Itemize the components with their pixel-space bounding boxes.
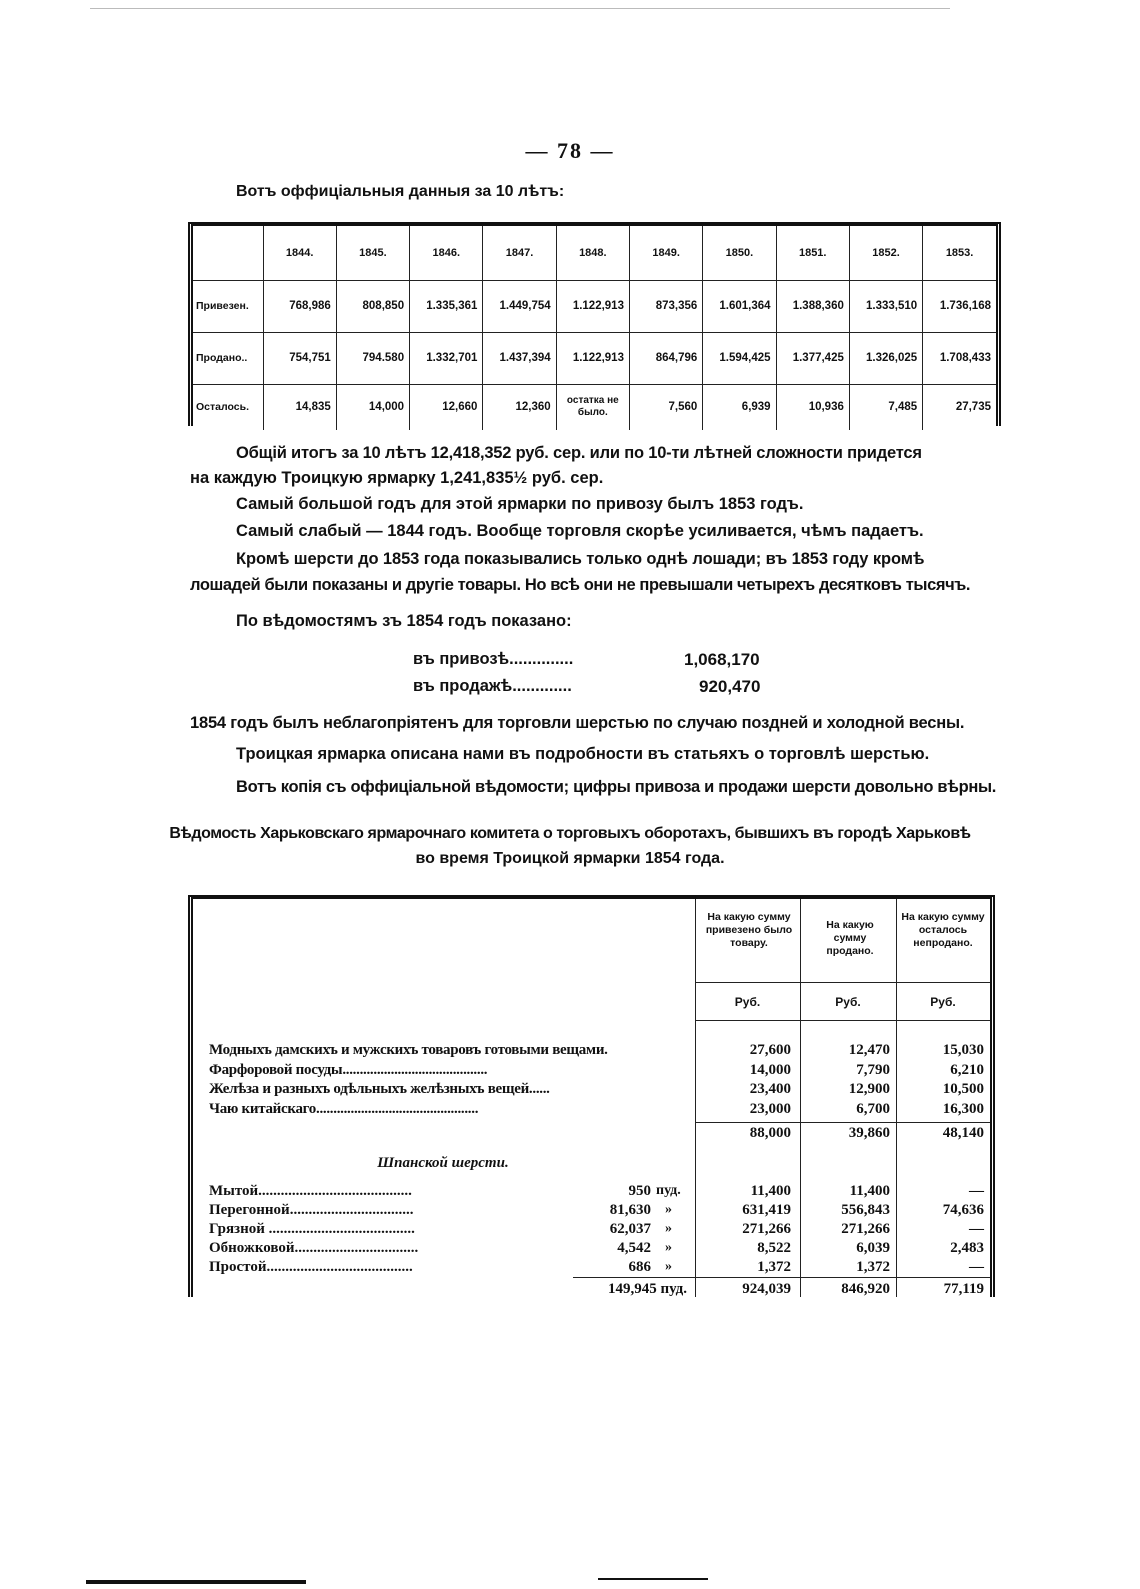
wool-unit: » (665, 1221, 672, 1236)
cell: 1.708,433 (923, 332, 996, 384)
wool-sold: 11,400 (849, 1183, 890, 1199)
cell: 6,939 (703, 384, 776, 430)
intro-text: Вотъ оффиціальныя данныя за 10 лѣтъ: (236, 183, 565, 200)
paragraph-official-copy: Вотъ копія съ оффиціальной вѣдомости; цифры привоза и продажи шерсти довольно вѣрны. (236, 778, 997, 796)
wool-total-brought: 924,039 (742, 1281, 791, 1297)
goods-left: 6,210 (950, 1062, 984, 1078)
goods-label: Модныхъ дамскихъ и мужскихъ товаровъ готовыми вещами. (209, 1042, 608, 1058)
paragraph-trinity-fair: Троицкая ярмарка описана нами въ подробности въ статьяхъ о торговлѣ шерстью. (236, 745, 930, 763)
sale-value: 920,470 (699, 677, 761, 696)
goods-label: Желѣза и разныхъ одѣльныхъ желѣзныхъ вещей...... (209, 1081, 550, 1097)
cell: 1.601,364 (703, 280, 776, 332)
goods-label: Фарфоровой посуды.......................................... (209, 1062, 488, 1078)
year-header: 1852. (849, 226, 922, 280)
cell: 768,986 (263, 280, 336, 332)
paragraph-biggest-year: Самый большой годъ для этой ярмарки по привозу былъ 1853 годъ. (236, 495, 804, 513)
cell: 864,796 (629, 332, 702, 384)
wool-total-sold: 846,920 (841, 1281, 890, 1297)
sale-label: въ продажѣ............. (413, 677, 572, 695)
wool-left: — (969, 1183, 984, 1199)
wool-total-qty: 149,945 пуд. (607, 1281, 687, 1297)
table2-title-line2: во время Троицкой ярмарки 1854 года. (415, 850, 725, 867)
scan-artifact-bottom-left (86, 1580, 306, 1584)
wool-total-left: 77,119 (943, 1281, 984, 1297)
scan-artifact-top-line (90, 8, 950, 9)
cell: 873,356 (629, 280, 702, 332)
paragraph-wool-line1: Кромѣ шерсти до 1853 года показывались только однѣ лошади; въ 1853 году кромѣ (236, 550, 925, 568)
wool-label: Мытой......................................... (209, 1183, 412, 1199)
paragraph-1854-unfavorable: 1854 годъ былъ неблагопріятенъ для торговли шерстью по случаю поздней и холодной весны. (190, 714, 965, 732)
cell: 1.736,168 (923, 280, 996, 332)
goods-brought: 23,000 (749, 1101, 791, 1117)
wool-unit: » (665, 1240, 672, 1255)
wool-label: Простой....................................... (209, 1259, 413, 1275)
wool-qty: 950 (628, 1183, 651, 1199)
year-header: 1844. (263, 226, 336, 280)
wool-label: Грязной ....................................... (209, 1221, 415, 1237)
goods-left: 15,030 (942, 1042, 984, 1058)
wool-label: Перегонной................................. (209, 1202, 414, 1218)
unit-rub: Руб. (734, 995, 761, 1009)
paragraph-wool-line2: лошадей были показаны и другіе товары. Но всѣ они не превышали четырехъ десятковъ тысячъ. (190, 576, 971, 594)
goods-sold: 6,700 (856, 1101, 890, 1117)
wool-unit: пуд. (656, 1183, 681, 1198)
unit-rub: Руб. (930, 995, 956, 1009)
goods-left: 10,500 (942, 1081, 984, 1097)
cell: 1.335,361 (410, 280, 483, 332)
paragraph-total-line1: Общій итогъ за 10 лѣтъ 12,418,352 руб. сер. или по 10-ти лѣтней сложности придется (236, 444, 922, 462)
wool-brought: 1,372 (757, 1259, 791, 1275)
paragraph-weakest-year: Самый слабый — 1844 годъ. Вообще торговля скорѣе усиливается, чѣмъ падаетъ. (236, 522, 924, 540)
wool-section-heading: Шпанской шерсти. (377, 1155, 509, 1171)
import-label: въ привозѣ.............. (413, 650, 574, 668)
wool-brought: 11,400 (750, 1183, 791, 1199)
cell: 1.388,360 (776, 280, 849, 332)
cell: 1.122,913 (556, 280, 629, 332)
goods-brought: 27,600 (749, 1042, 791, 1058)
unit-divider (695, 1020, 990, 1021)
goods-sold: 12,470 (848, 1042, 890, 1058)
cell: 12,660 (410, 384, 483, 430)
goods-sold: 12,900 (848, 1081, 890, 1097)
corner-cell (193, 226, 263, 280)
goods-left: 16,300 (942, 1101, 984, 1117)
cell: 1.449,754 (483, 280, 556, 332)
paragraph-1854-reports: По вѣдомостямъ зъ 1854 годъ показано: (236, 612, 572, 630)
cell: 1.594,425 (703, 332, 776, 384)
table2-title-line1: Вѣдомость Харьковскаго ярмарочнаго комитета о торговыхъ оборотахъ, бывшихъ въ городѣ Харьковѣ (169, 825, 971, 842)
wool-qty: 4,542 (617, 1240, 651, 1256)
goods-brought: 23,400 (749, 1081, 791, 1097)
goods-total-sold: 39,860 (848, 1125, 890, 1141)
kharkov-fair-table (188, 895, 995, 1297)
wool-sold: 6,039 (856, 1240, 890, 1256)
goods-total-left: 48,140 (942, 1125, 984, 1141)
wool-brought: 8,522 (757, 1240, 791, 1256)
year-header: 1848. (556, 226, 629, 280)
wool-left: 74,636 (942, 1202, 984, 1218)
wool-brought: 271,266 (742, 1221, 791, 1237)
cell: 754,751 (263, 332, 336, 384)
cell: 7,485 (849, 384, 922, 430)
wool-qty: 62,037 (609, 1221, 651, 1237)
wool-label: Обножковой................................. (209, 1240, 419, 1256)
unit-rub: Руб. (835, 995, 861, 1009)
wool-total-line (573, 1277, 990, 1278)
cell: 27,735 (923, 384, 996, 430)
ten-year-table (188, 222, 1001, 426)
paragraph-total-line2: на каждую Троицкую ярмарку 1,241,835½ руб. сер. (190, 469, 604, 487)
row-label: Продано.. (193, 332, 263, 384)
cell-no-remainder: остатка не было. (556, 384, 629, 430)
col-header-left: На какую сумму осталось непродано. (901, 911, 985, 949)
wool-sold: 556,843 (841, 1202, 890, 1218)
year-header: 1851. (776, 226, 849, 280)
cell: 1.377,425 (776, 332, 849, 384)
cell: 794.580 (336, 332, 409, 384)
scan-artifact-bottom-right (598, 1578, 708, 1580)
year-header: 1846. (410, 226, 483, 280)
row-label: Осталось. (193, 384, 263, 430)
cell: 808,850 (336, 280, 409, 332)
cell: 1.332,701 (410, 332, 483, 384)
col-header-sold: На какую сумму продано. (826, 919, 874, 957)
cell: 14,835 (263, 384, 336, 430)
wool-left: — (969, 1259, 984, 1275)
table-row-remaining (193, 384, 996, 430)
cell: 10,936 (776, 384, 849, 430)
wool-qty: 81,630 (609, 1202, 651, 1218)
cell: 1.333,510 (849, 280, 922, 332)
wool-sold: 271,266 (841, 1221, 890, 1237)
goods-brought: 14,000 (749, 1062, 791, 1078)
wool-unit: » (665, 1202, 672, 1217)
goods-label: Чаю китайскаго............................................... (209, 1101, 479, 1117)
cell: 14,000 (336, 384, 409, 430)
col-header-brought: На какую сумму привезено было товару. (705, 911, 793, 949)
year-header: 1850. (703, 226, 776, 280)
cell: 1.122,913 (556, 332, 629, 384)
wool-qty: 686 (628, 1259, 651, 1275)
wool-brought: 631,419 (742, 1202, 791, 1218)
year-header: 1853. (923, 226, 996, 280)
year-header-row (193, 226, 996, 280)
goods-total-brought: 88,000 (749, 1125, 791, 1141)
wool-sold: 1,372 (856, 1259, 890, 1275)
table-row-brought (193, 280, 996, 332)
wool-left: — (969, 1221, 984, 1237)
goods-sold: 7,790 (856, 1062, 890, 1078)
wool-left: 2,483 (950, 1240, 984, 1256)
cell: 12,360 (483, 384, 556, 430)
wool-unit: » (665, 1259, 672, 1274)
cell: 1.326,025 (849, 332, 922, 384)
page-number: — 78 — (525, 138, 615, 163)
table-row-sold (193, 332, 996, 384)
import-value: 1,068,170 (684, 650, 760, 669)
cell: 7,560 (629, 384, 702, 430)
cell: 1.437,394 (483, 332, 556, 384)
header-divider (695, 982, 990, 983)
year-header: 1847. (483, 226, 556, 280)
row-label: Привезен. (193, 280, 263, 332)
year-header: 1845. (336, 226, 409, 280)
year-header: 1849. (629, 226, 702, 280)
